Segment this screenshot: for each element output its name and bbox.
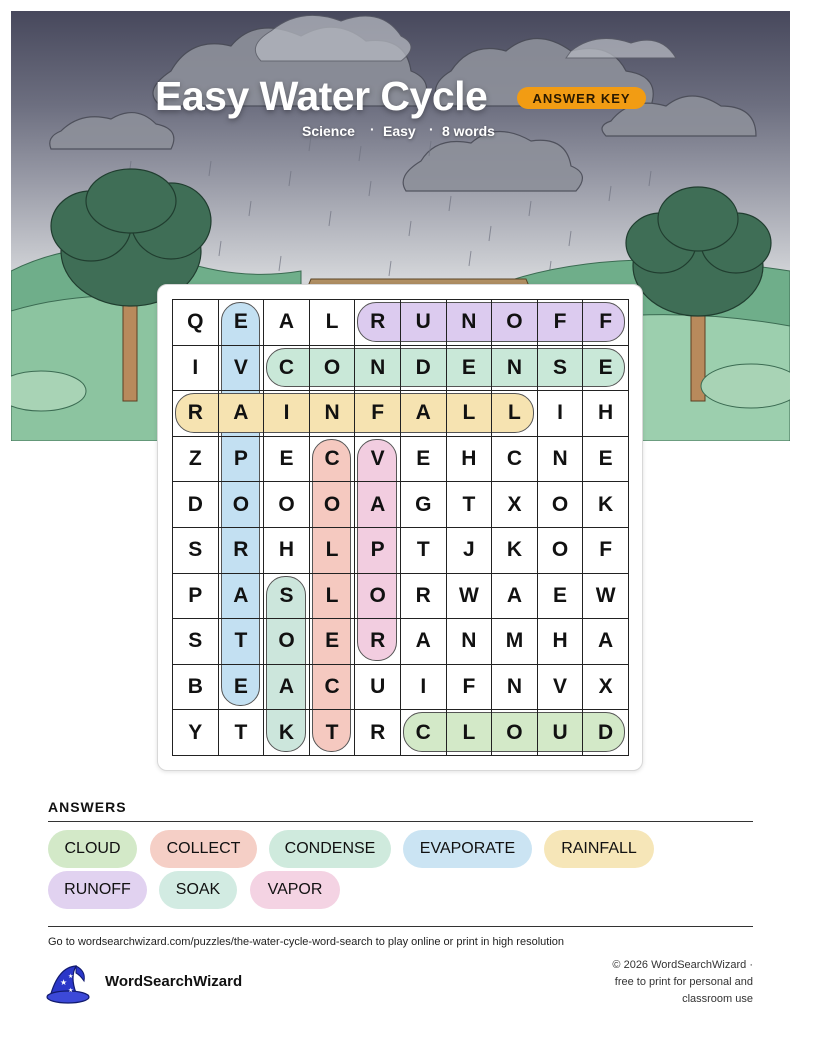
grid-cell: L xyxy=(310,528,356,574)
copyright-line-1: © 2026 WordSearchWizard · xyxy=(612,959,753,971)
grid-cell: A xyxy=(264,665,310,711)
grid-cell: O xyxy=(264,619,310,665)
answers-heading: ANSWERS xyxy=(48,799,127,815)
grid-cell: C xyxy=(492,437,538,483)
grid-cell: O xyxy=(310,346,356,392)
grid-cell: E xyxy=(219,665,265,711)
grid-cell: F xyxy=(583,528,629,574)
grid-cell: W xyxy=(583,574,629,620)
grid-cell: A xyxy=(401,619,447,665)
grid-cell: R xyxy=(401,574,447,620)
grid-cell: D xyxy=(401,346,447,392)
copyright-line-2: free to print for personal and xyxy=(614,976,753,988)
grid-cell: E xyxy=(264,437,310,483)
grid-cell: C xyxy=(401,710,447,756)
grid-cell: A xyxy=(401,391,447,437)
svg-text:★: ★ xyxy=(68,973,74,980)
grid-cell: V xyxy=(355,437,401,483)
grid-cell: N xyxy=(447,300,493,346)
grid-cell: O xyxy=(310,482,356,528)
grid-cell: A xyxy=(219,391,265,437)
grid-cell: X xyxy=(492,482,538,528)
grid-cell: I xyxy=(264,391,310,437)
grid-cell: A xyxy=(219,574,265,620)
grid-cell: A xyxy=(492,574,538,620)
page-title: Easy Water Cycle xyxy=(155,73,488,119)
answer-chip-vapor: VAPOR xyxy=(250,871,340,909)
grid-cell: S xyxy=(264,574,310,620)
grid-cell: K xyxy=(492,528,538,574)
grid-cell: O xyxy=(264,482,310,528)
answer-chip-rainfall: RAINFALL xyxy=(544,830,654,868)
grid-cell: C xyxy=(310,437,356,483)
grid-cell: D xyxy=(173,482,219,528)
meta-separator: · xyxy=(429,121,434,137)
grid-cell: J xyxy=(447,528,493,574)
grid-cell: E xyxy=(401,437,447,483)
grid-cell: I xyxy=(173,346,219,392)
footer-divider xyxy=(48,926,753,927)
grid-cell: R xyxy=(355,710,401,756)
grid-cell: O xyxy=(492,300,538,346)
grid-cell: F xyxy=(447,665,493,711)
svg-text:★: ★ xyxy=(68,987,74,994)
letter-grid xyxy=(172,299,629,756)
grid-cell: X xyxy=(583,665,629,711)
answer-chip-condense: CONDENSE xyxy=(269,830,391,868)
grid-cell: O xyxy=(492,710,538,756)
grid-cell: D xyxy=(583,710,629,756)
grid-cell: R xyxy=(355,619,401,665)
grid-cell: T xyxy=(310,710,356,756)
grid-cell: I xyxy=(401,665,447,711)
grid-cell: S xyxy=(538,346,584,392)
grid-cell: H xyxy=(264,528,310,574)
wizard-hat-icon xyxy=(46,963,92,1005)
answer-chip-evaporate: EVAPORATE xyxy=(403,830,532,868)
grid-cell: O xyxy=(538,528,584,574)
grid-cell: N xyxy=(310,391,356,437)
grid-cell: U xyxy=(355,665,401,711)
grid-cell: F xyxy=(538,300,584,346)
grid-cell: Q xyxy=(173,300,219,346)
grid-cell: C xyxy=(310,665,356,711)
grid-cell: A xyxy=(264,300,310,346)
grid-cell: P xyxy=(173,574,219,620)
grid-cell: L xyxy=(310,574,356,620)
grid-cell: I xyxy=(538,391,584,437)
grid-cell: O xyxy=(219,482,265,528)
grid-cell: W xyxy=(447,574,493,620)
grid-cell: F xyxy=(583,300,629,346)
grid-cell: N xyxy=(492,665,538,711)
grid-cell: C xyxy=(264,346,310,392)
grid-cell: N xyxy=(447,619,493,665)
grid-cell: R xyxy=(219,528,265,574)
grid-cell: E xyxy=(219,300,265,346)
grid-cell: T xyxy=(219,619,265,665)
grid-cell: S xyxy=(173,619,219,665)
grid-cell: T xyxy=(401,528,447,574)
grid-cell: E xyxy=(583,346,629,392)
grid-cell: P xyxy=(219,437,265,483)
grid-cell: S xyxy=(173,528,219,574)
grid-cell: L xyxy=(447,710,493,756)
copyright-line-3: classroom use xyxy=(682,993,753,1005)
grid-cell: U xyxy=(538,710,584,756)
footer-url-text: Go to wordsearchwizard.com/puzzles/the-water-cycle-word-search to play online or print in high resolution xyxy=(48,936,565,948)
answer-chip-collect: COLLECT xyxy=(150,830,257,868)
grid-cell: E xyxy=(310,619,356,665)
grid-cell: O xyxy=(538,482,584,528)
grid-cell: T xyxy=(447,482,493,528)
grid-cell: V xyxy=(219,346,265,392)
grid-cell: L xyxy=(492,391,538,437)
answers-divider xyxy=(48,821,753,822)
grid-cell: K xyxy=(583,482,629,528)
word-search-grid xyxy=(172,299,628,755)
answer-chip-soak: SOAK xyxy=(159,871,237,909)
grid-cell: E xyxy=(583,437,629,483)
grid-cell: A xyxy=(583,619,629,665)
grid-cell: H xyxy=(538,619,584,665)
grid-cell: Z xyxy=(173,437,219,483)
brand-name: WordSearchWizard xyxy=(105,973,243,990)
meta-separator: · xyxy=(370,121,375,137)
grid-cell: L xyxy=(310,300,356,346)
answer-chip-cloud: CLOUD xyxy=(48,830,137,868)
subject-label: Science xyxy=(302,123,355,139)
answer-chip-runoff: RUNOFF xyxy=(48,871,147,909)
grid-cell: P xyxy=(355,528,401,574)
grid-cell: Y xyxy=(173,710,219,756)
grid-cell: H xyxy=(583,391,629,437)
grid-cell: T xyxy=(219,710,265,756)
grid-cell: R xyxy=(355,300,401,346)
grid-cell: F xyxy=(355,391,401,437)
grid-cell: V xyxy=(538,665,584,711)
grid-cell: E xyxy=(538,574,584,620)
grid-cell: M xyxy=(492,619,538,665)
grid-cell: H xyxy=(447,437,493,483)
grid-cell: A xyxy=(355,482,401,528)
answer-key-badge: ANSWER KEY xyxy=(517,87,646,109)
difficulty-label: Easy xyxy=(383,123,416,139)
word-count-label: 8 words xyxy=(442,123,495,139)
grid-cell: N xyxy=(355,346,401,392)
grid-cell: O xyxy=(355,574,401,620)
grid-cell: G xyxy=(401,482,447,528)
grid-cell: U xyxy=(401,300,447,346)
grid-cell: N xyxy=(538,437,584,483)
grid-cell: R xyxy=(173,391,219,437)
svg-text:★: ★ xyxy=(60,978,68,987)
grid-cell: N xyxy=(492,346,538,392)
title-row xyxy=(0,68,816,128)
grid-cell: L xyxy=(447,391,493,437)
grid-cell: K xyxy=(264,710,310,756)
grid-cell: B xyxy=(173,665,219,711)
grid-cell: E xyxy=(447,346,493,392)
